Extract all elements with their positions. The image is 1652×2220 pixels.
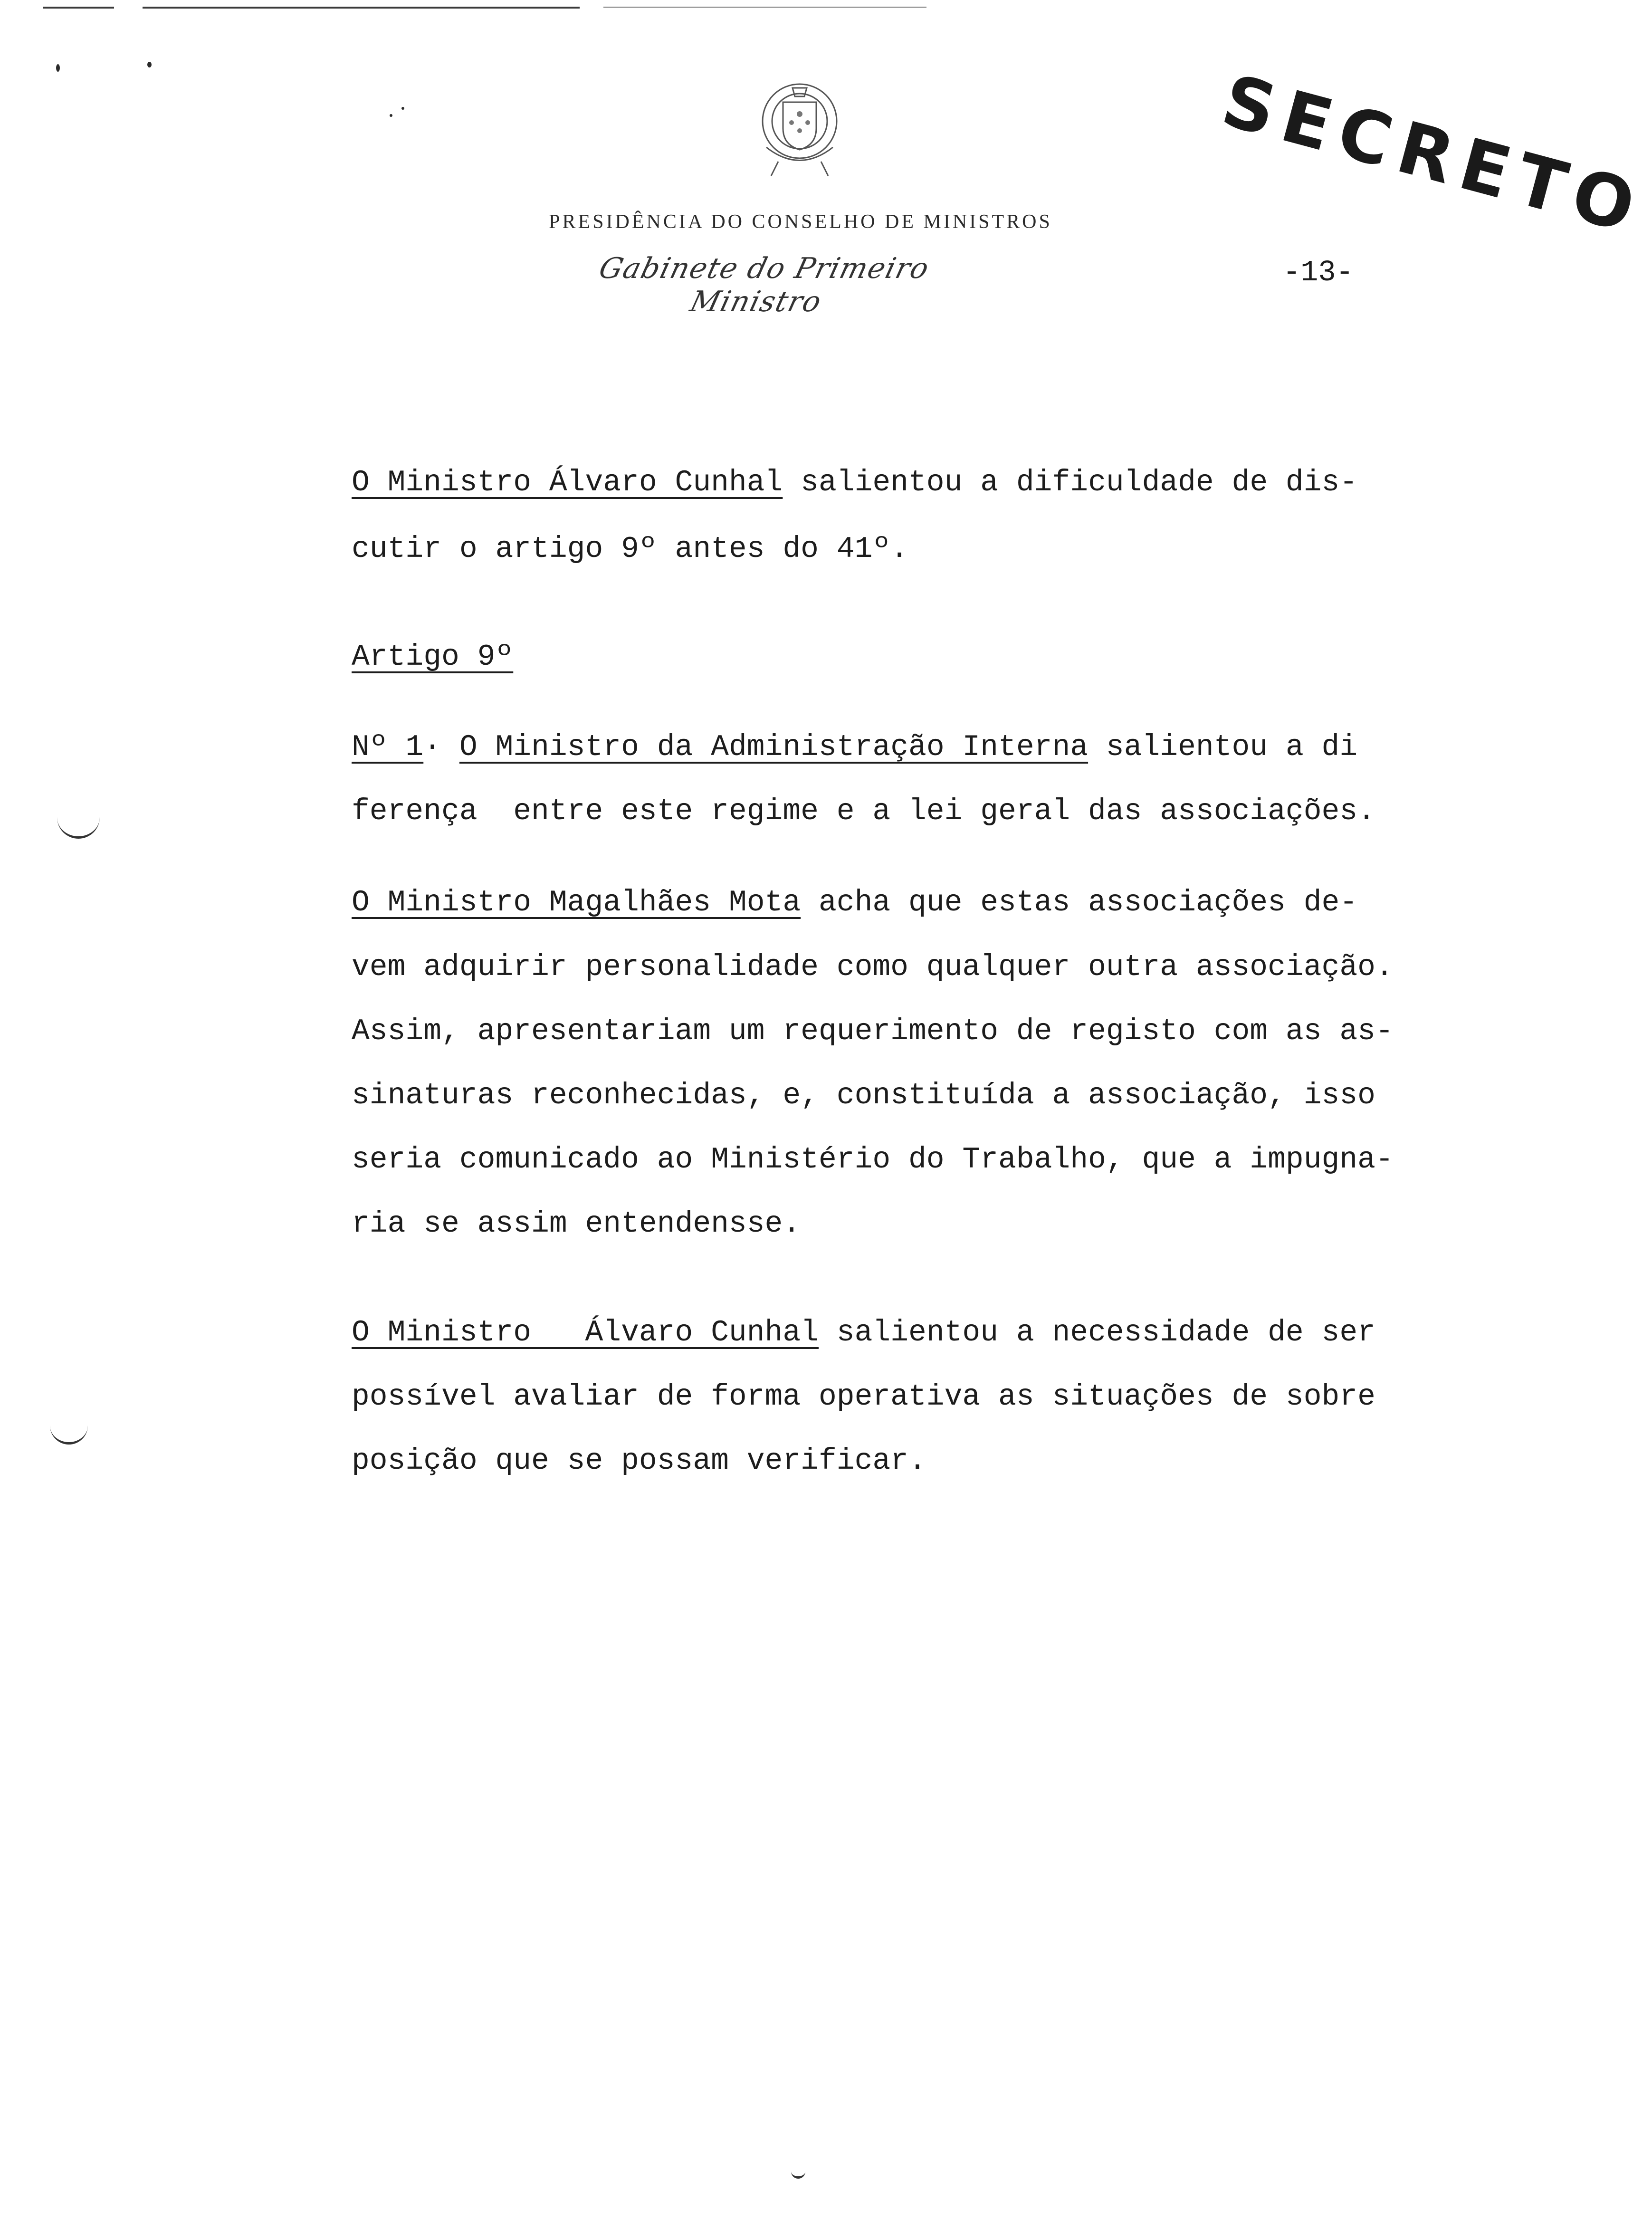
margin-mark: [791, 2172, 805, 2179]
paragraph-1-line-2: cutir o artigo 9º antes do 41º.: [352, 532, 908, 566]
speaker-name: O Ministro Álvaro Cunhal: [352, 1316, 819, 1349]
institution-header: PRESIDÊNCIA DO CONSELHO DE MINISTROS: [549, 211, 1052, 233]
item-label: Nº 1: [352, 730, 424, 764]
section-heading: Artigo 9º: [352, 640, 514, 674]
margin-mark: [147, 62, 152, 67]
paragraph-3-line-1: O Ministro Magalhães Mota acha que estas associações de-: [352, 886, 1358, 919]
paragraph-3-line-3: Assim, apresentariam um requerimento de registo com as as-: [352, 1014, 1394, 1048]
national-emblem-icon: [750, 76, 850, 185]
top-edge-rule: [143, 7, 580, 9]
paragraph-2-line-1: Nº 1· O Ministro da Administração Interna salientou a di: [352, 730, 1358, 764]
page-number: -13-: [1283, 256, 1354, 289]
secret-stamp: SECRETO: [1213, 59, 1652, 251]
margin-mark: [50, 1426, 88, 1445]
top-edge-rule: [603, 7, 926, 8]
margin-mark: [57, 817, 100, 839]
margin-mark: [401, 107, 404, 110]
speaker-name: O Ministro Álvaro Cunhal: [352, 466, 783, 499]
speaker-name: O Ministro da Administração Interna: [459, 730, 1089, 764]
margin-mark: [56, 64, 60, 72]
paragraph-3-line-4: sinaturas reconhecidas, e, constituída a associação, isso: [352, 1079, 1375, 1112]
speaker-name: O Ministro Magalhães Mota: [352, 886, 801, 919]
paragraph-1-line-1: O Ministro Álvaro Cunhal salientou a dificuldade de dis-: [352, 466, 1358, 499]
paragraph-4-line-3: posição que se possam verificar.: [352, 1444, 926, 1478]
paragraph-4-line-2: possível avaliar de forma operativa as situações de sobre: [352, 1380, 1375, 1414]
top-edge-rule: [43, 7, 114, 9]
cabinet-subheader: Gabinete do Primeiro Ministro: [595, 252, 933, 318]
margin-mark: [390, 114, 392, 117]
paragraph-3-line-5: seria comunicado ao Ministério do Trabalho, que a impugna-: [352, 1143, 1394, 1177]
paragraph-3-line-6: ria se assim entendensse.: [352, 1207, 801, 1241]
paragraph-4-line-1: O Ministro Álvaro Cunhal salientou a necessidade de ser: [352, 1316, 1375, 1349]
paragraph-3-line-2: vem adquirir personalidade como qualquer outra associação.: [352, 950, 1394, 984]
paragraph-2-line-2: ferença entre este regime e a lei geral das associações.: [352, 794, 1375, 828]
